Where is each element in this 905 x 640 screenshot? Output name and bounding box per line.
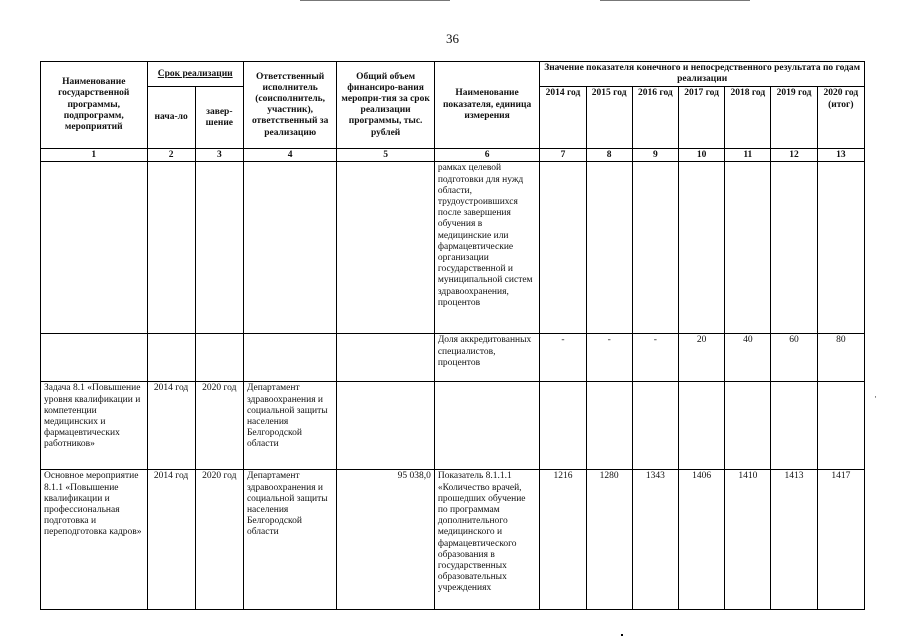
value-cell: 40: [725, 334, 771, 382]
header-year: 2015 год: [586, 87, 632, 149]
executor-cell: Департамент здравоохранения и социальной защиты населения Белгородской области: [243, 470, 336, 610]
page-number: 36: [446, 31, 459, 46]
column-number: 11: [725, 149, 771, 162]
header-term-start: нача-ло: [147, 87, 195, 149]
column-number: 10: [678, 149, 724, 162]
value-cell: [771, 162, 817, 334]
header-term-end: завер-шение: [195, 87, 243, 149]
table-row: [41, 470, 865, 610]
header-year: 2016 год: [632, 87, 678, 149]
scan-edge-line-right: [600, 0, 750, 1]
value-cell: 1417: [817, 470, 864, 610]
header-year: 2014 год: [540, 87, 586, 149]
executor-cell: [243, 162, 336, 334]
value-cell: [817, 382, 864, 470]
value-cell: [632, 382, 678, 470]
program-name-cell: Задача 8.1 «Повышение уровня квалификации и компетенции медицинских и фармацевтических работников»: [41, 382, 148, 470]
value-cell: 1280: [586, 470, 632, 610]
table-row: [41, 382, 865, 470]
column-number: 2: [147, 149, 195, 162]
value-cell: 1410: [725, 470, 771, 610]
column-number-row: [41, 149, 865, 162]
header-executor: Ответственный исполнитель (соисполнитель, участник), ответственный за реализацию: [243, 62, 336, 149]
term-start-cell: [147, 162, 195, 334]
value-cell: 20: [678, 334, 724, 382]
header-year: 2017 год: [678, 87, 724, 149]
value-cell: 1406: [678, 470, 724, 610]
value-cell: [678, 162, 724, 334]
column-number: 7: [540, 149, 586, 162]
value-cell: 1413: [771, 470, 817, 610]
value-cell: 80: [817, 334, 864, 382]
header-values-group: Значение показателя конечного и непосредственного результата по годам реализации: [540, 62, 865, 87]
term-start-cell: [147, 334, 195, 382]
column-number: 4: [243, 149, 336, 162]
value-cell: -: [540, 334, 586, 382]
program-table: [40, 61, 865, 610]
executor-cell: [243, 334, 336, 382]
value-cell: [632, 162, 678, 334]
header-year: 2018 год: [725, 87, 771, 149]
indicator-cell: [434, 382, 540, 470]
table-row: [41, 162, 865, 334]
table-row: [41, 334, 865, 382]
column-number: 3: [195, 149, 243, 162]
funding-cell: [337, 162, 434, 334]
value-cell: 1343: [632, 470, 678, 610]
header-year: 2019 год: [771, 87, 817, 149]
value-cell: [540, 382, 586, 470]
scan-speck: ·: [874, 392, 877, 402]
funding-cell: 95 038,0: [337, 470, 434, 610]
value-cell: [771, 382, 817, 470]
scan-speck: [621, 634, 623, 636]
column-number: 13: [817, 149, 864, 162]
value-cell: -: [632, 334, 678, 382]
term-end-cell: 2020 год: [195, 470, 243, 610]
header-year: 2020 год (итог): [817, 87, 864, 149]
term-end-cell: [195, 334, 243, 382]
header-indicator: Наименование показателя, единица измерения: [434, 62, 540, 149]
indicator-cell: Показатель 8.1.1.1 «Количество врачей, прошедших обучение по программам дополнительного медицинского и фармацевтического образования в государственных образовательных учреждениях: [434, 470, 540, 610]
value-cell: [678, 382, 724, 470]
term-start-cell: 2014 год: [147, 470, 195, 610]
term-end-cell: [195, 162, 243, 334]
header-funding: Общий объем финансиро-вания меропри-тия за срок реализации программы, тыс. рублей: [337, 62, 434, 149]
value-cell: [725, 162, 771, 334]
column-number: 12: [771, 149, 817, 162]
header-term: Срок реализации: [147, 62, 243, 87]
column-number: 5: [337, 149, 434, 162]
column-number: 8: [586, 149, 632, 162]
column-number: 1: [41, 149, 148, 162]
scan-edge-line-left: [300, 0, 450, 1]
column-number: 9: [632, 149, 678, 162]
value-cell: 60: [771, 334, 817, 382]
value-cell: -: [586, 334, 632, 382]
program-name-cell: [41, 334, 148, 382]
indicator-cell: рамках целевой подготовки для нужд области, трудоустроившихся после завершения обучения в медицинские или фармацевтические организации государственной и муниципальной систем здравоохранения, процентов: [434, 162, 540, 334]
executor-cell: Департамент здравоохранения и социальной защиты населения Белгородской области: [243, 382, 336, 470]
value-cell: [725, 382, 771, 470]
value-cell: [817, 162, 864, 334]
value-cell: [586, 162, 632, 334]
term-start-cell: 2014 год: [147, 382, 195, 470]
column-number: 6: [434, 149, 540, 162]
program-name-cell: Основное мероприятие 8.1.1 «Повышение квалификации и профессиональная подготовка и переподготовка кадров»: [41, 470, 148, 610]
indicator-cell: Доля аккредитованных специалистов, процентов: [434, 334, 540, 382]
header-program-name: Наименование государственной программы, подпрограмм, мероприятий: [41, 62, 148, 149]
value-cell: 1216: [540, 470, 586, 610]
value-cell: [586, 382, 632, 470]
term-end-cell: 2020 год: [195, 382, 243, 470]
funding-cell: [337, 334, 434, 382]
program-name-cell: [41, 162, 148, 334]
funding-cell: [337, 382, 434, 470]
value-cell: [540, 162, 586, 334]
